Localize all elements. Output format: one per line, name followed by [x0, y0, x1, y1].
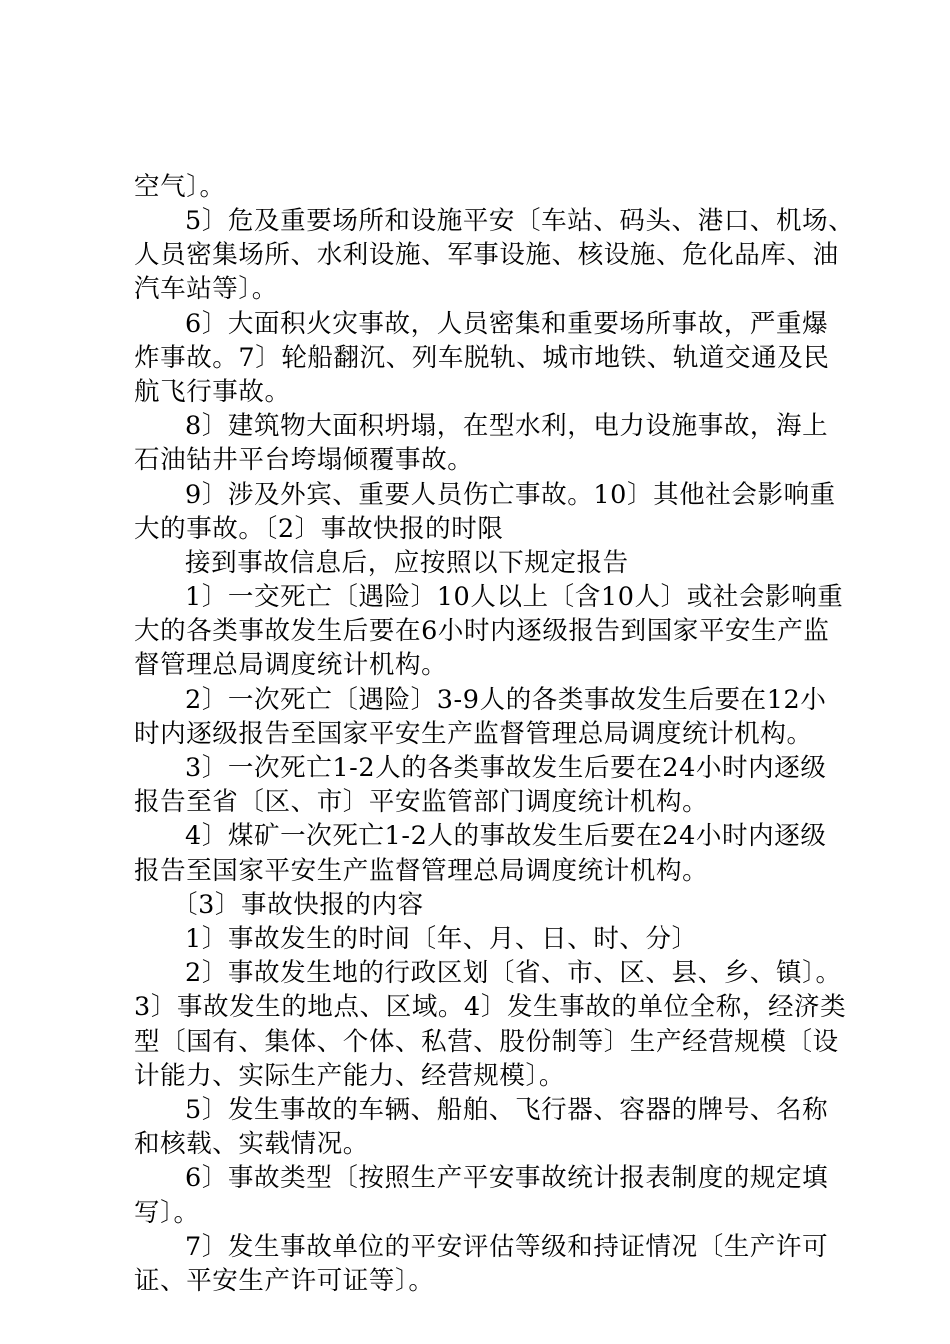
text-line: 证、平安生产许可证等〕。 [134, 1266, 435, 1296]
text-line: 5〕发生事故的车辆、船舶、飞行器、容器的牌号、名称 [185, 1095, 829, 1125]
text-line: 督管理总局调度统计机构。 [134, 650, 448, 680]
text-line: 〔3〕事故快报的内容 [172, 890, 424, 920]
text-line: 4〕煤矿一次死亡1-2人的事故发生后要在24小时内逐级 [185, 821, 827, 851]
text-line: 航飞行事故。 [134, 377, 291, 407]
text-line: 2〕事故发生地的行政区划〔省、市、区、县、乡、镇〕。 [185, 958, 842, 988]
text-line: 2〕一次死亡〔遇险〕3-9人的各类事故发生后要在12小 [185, 685, 827, 715]
text-line: 报告至省〔区、市〕平安监管部门调度统计机构。 [134, 787, 709, 817]
text-line: 大的事故。〔2〕事故快报的时限 [134, 514, 504, 544]
text-line: 7〕发生事故单位的平安评估等级和持证情况〔生产许可 [185, 1232, 829, 1262]
text-line: 1〕事故发生的时间〔年、月、日、时、分〕 [185, 924, 698, 954]
text-line: 6〕事故类型〔按照生产平安事故统计报表制度的规定填 [185, 1163, 829, 1193]
text-line: 3〕事故发生的地点、区域。4〕发生事故的单位全称，经济类 [134, 992, 847, 1022]
text-line: 接到事故信息后，应按照以下规定报告 [185, 548, 629, 578]
text-line: 炸事故。7〕轮船翻沉、列车脱轨、城市地铁、轨道交通及民 [134, 343, 830, 373]
text-line: 时内逐级报告至国家平安生产监督管理总局调度统计机构。 [134, 719, 813, 749]
text-line: 8〕建筑物大面积坍塌，在型水利，电力设施事故，海上 [185, 411, 829, 441]
text-line: 石油钻井平台垮塌倾覆事故。 [134, 445, 474, 475]
text-line: 9〕涉及外宾、重要人员伤亡事故。10〕其他社会影响重 [185, 480, 836, 510]
text-line: 空气〕。 [134, 172, 226, 202]
text-line: 大的各类事故发生后要在6小时内逐级报告到国家平安生产监 [134, 616, 830, 646]
text-line: 3〕一次死亡1-2人的各类事故发生后要在24小时内逐级 [185, 753, 827, 783]
text-line: 人员密集场所、水利设施、军事设施、核设施、危化品库、油 [134, 240, 839, 270]
text-line: 和核载、实载情况。 [134, 1129, 369, 1159]
text-line: 计能力、实际生产能力、经营规模〕。 [134, 1061, 565, 1091]
text-line: 5〕危及重要场所和设施平安〔车站、码头、港口、机场、 [185, 206, 855, 236]
text-line: 型〔国有、集体、个体、私营、股份制等〕生产经营规模〔设 [134, 1027, 839, 1057]
text-line: 报告至国家平安生产监督管理总局调度统计机构。 [134, 856, 709, 886]
text-line: 6〕大面积火灾事故，人员密集和重要场所事故，严重爆 [185, 309, 829, 339]
text-line: 汽车站等〕。 [134, 274, 278, 304]
text-line: 写〕。 [134, 1198, 200, 1228]
text-line: 1〕一交死亡〔遇险〕10人以上〔含10人〕或社会影响重 [185, 582, 844, 612]
